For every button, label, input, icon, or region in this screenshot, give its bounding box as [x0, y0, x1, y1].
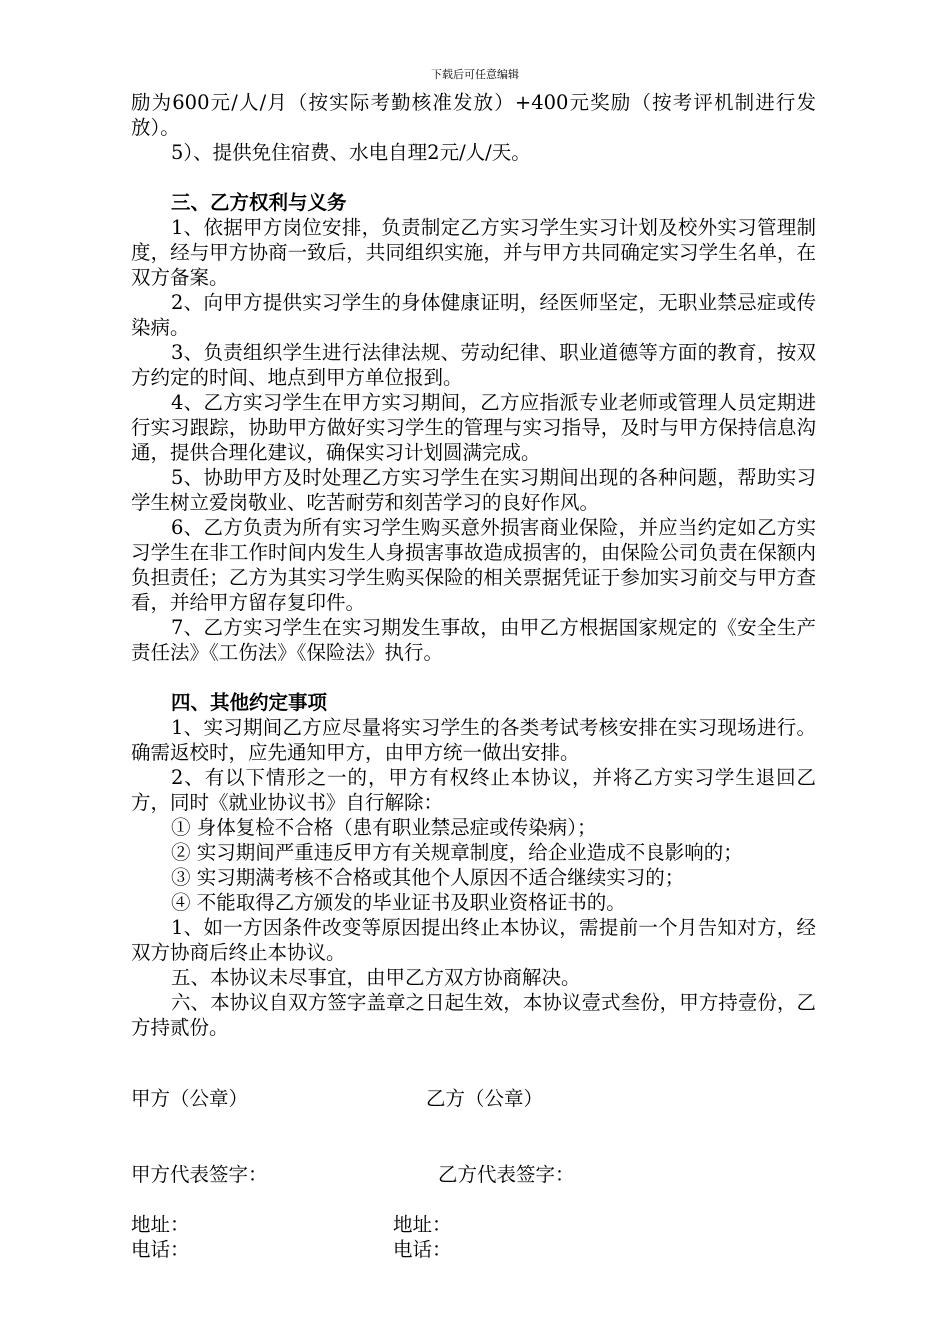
section3-item-2: 2、向甲方提供实习学生的身体健康证明，经医师坚定，无职业禁忌症或传染病。 — [131, 291, 816, 339]
section4-item-termination: 1、如一方因条件改变等原因提出终止本协议，需提前一个月告知对方，经双方协商后终止本协议。 — [131, 916, 816, 964]
condition-3: ③ 实习期满考核不合格或其他个人原因不适合继续实习的； — [171, 866, 685, 889]
section3-item-7: 7、乙方实习学生在实习期发生事故，由甲乙方根据国家规定的《安全生产责任法》《工伤法》《保险法》执行。 — [131, 616, 816, 664]
party-a-address-label: 地址： — [131, 1213, 190, 1236]
paragraph-housing: 5）、提供免住宿费、水电自理2元/人/天。 — [171, 141, 531, 164]
party-b-rep-label: 乙方代表签字： — [438, 1163, 575, 1186]
section3-item-3: 3、负责组织学生进行法律法规、劳动纪律、职业道德等方面的教育，按双方约定的时间、地点到甲方单位报到。 — [131, 341, 816, 389]
paragraph-salary: 励为600元/人/月（按实际考勤核准发放）+400元奖励（按考评机制进行发放）。 — [131, 91, 816, 139]
party-a-phone-label: 电话： — [131, 1238, 190, 1261]
section3-item-4: 4、乙方实习学生在甲方实习期间，乙方应指派专业老师或管理人员定期进行实习跟踪，协助甲方做好实习学生的管理与实习指导，及时与甲方保持信息沟通，提供合理化建议，确保实习计划圆满完成。 — [131, 391, 816, 464]
party-b-phone-label: 电话： — [393, 1238, 452, 1261]
section4-item-2: 2、有以下情形之一的，甲方有权终止本协议，并将乙方实习学生退回乙方，同时《就业协议书》自行解除： — [131, 766, 816, 814]
document-body — [131, 90, 816, 1040]
condition-4: ④ 不能取得乙方颁发的毕业证书及职业资格证书的。 — [171, 891, 626, 914]
party-a-seal-label: 甲方（公章） — [131, 1087, 249, 1110]
section3-title: 三、乙方权利与义务 — [171, 191, 347, 214]
section3-item-5: 5、协助甲方及时处理乙方实习学生在实习期间出现的各种问题，帮助实习学生树立爱岗敬业、吃苦耐劳和刻苦学习的良好作风。 — [131, 466, 816, 514]
condition-1: ① 身体复检不合格（患有职业禁忌症或传染病）； — [171, 816, 597, 839]
party-b-seal-label: 乙方（公章） — [426, 1087, 544, 1110]
section4-item-1: 1、实习期间乙方应尽量将实习学生的各类考试考核安排在实习现场进行。确需返校时，应先通知甲方，由甲方统一做出安排。 — [131, 716, 816, 764]
page-header: 下载后可任意编辑 — [431, 68, 519, 81]
section4-title: 四、其他约定事项 — [171, 691, 328, 714]
condition-2: ② 实习期间严重违反甲方有关规章制度，给企业造成不良影响的； — [171, 841, 743, 864]
section3-item-1: 1、依据甲方岗位安排，负责制定乙方实习学生实习计划及校外实习管理制度，经与甲方协商一致后，共同组织实施，并与甲方共同确定实习学生名单，在双方备案。 — [131, 216, 816, 289]
section3-item-6: 6、乙方负责为所有实习学生购买意外损害商业保险，并应当约定如乙方实习学生在非工作时间内发生人身损害事故造成损害的，由保险公司负责在保额内负担责任；乙方为其实习学生购买保险的相关票据凭证于参加实习前交与甲方查看，并给甲方留存复印件。 — [131, 516, 816, 614]
party-a-rep-label: 甲方代表签字： — [131, 1163, 268, 1186]
clause-6: 六、本协议自双方签字盖章之日起生效，本协议壹式叁份，甲方持壹份，乙方持贰份。 — [131, 991, 816, 1039]
party-b-address-label: 地址： — [393, 1213, 452, 1236]
clause-5: 五、本协议未尽事宜，由甲乙方双方协商解决。 — [171, 966, 581, 989]
